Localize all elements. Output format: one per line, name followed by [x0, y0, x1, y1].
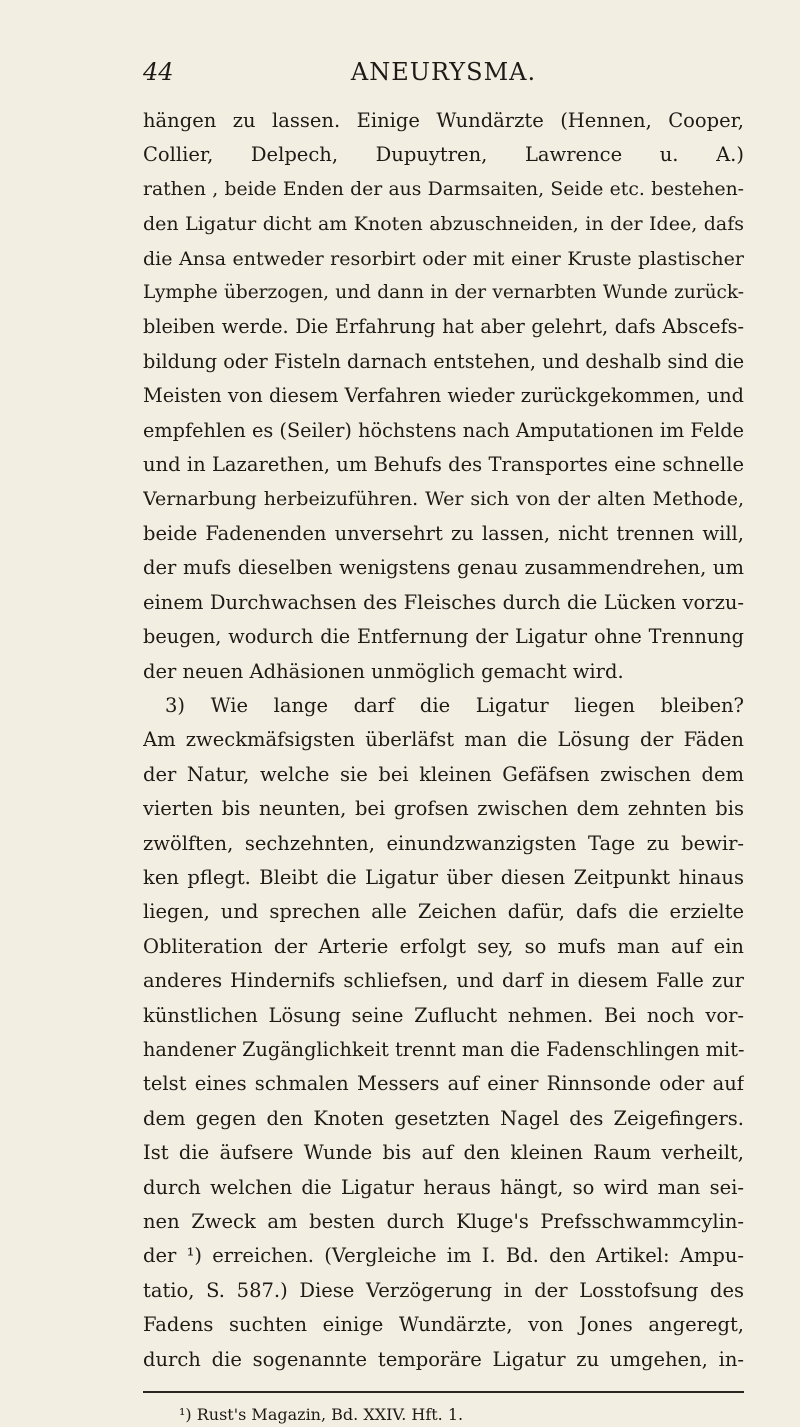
text-line: empfehlen es (Seiler) höchstens nach Amputationen im Felde — [143, 418, 744, 442]
section-heading-line: 3) Wie lange darf die Ligatur liegen bleiben? — [165, 693, 744, 717]
text-line: Lymphe überzogen, und dann in der vernarbten Wunde zurück- — [143, 282, 744, 304]
text-line: bildung oder Fisteln darnach entstehen, und deshalb sind die — [143, 349, 744, 373]
running-title: ANEURYSMA. — [350, 58, 537, 86]
text-line: telst eines schmalen Messers auf einer Rinnsonde oder auf — [143, 1072, 744, 1096]
text-line: ken pflegt. Bleibt die Ligatur über diesen Zeitpunkt hinaus — [143, 865, 744, 889]
text-line: nen Zweck am besten durch Kluge's Prefsschwammcylin- — [143, 1210, 744, 1233]
text-line: vierten bis neunten, bei grofsen zwischen dem zehnten bis — [143, 797, 744, 821]
text-line: anderes Hindernifs schliefsen, und darf in diesem Falle zur — [143, 969, 744, 993]
text-line: tatio, S. 587.) Diese Verzögerung in der Losstofsung des — [143, 1278, 744, 1302]
text-line: der ¹) erreichen. (Vergleiche im I. Bd. den Artikel: Ampu- — [143, 1244, 744, 1268]
footnote-divider — [143, 1391, 744, 1393]
text-line: beugen, wodurch die Entfernung der Ligatur ohne Trennung — [143, 625, 744, 649]
text-line: Collier, Delpech, Dupuytren, Lawrence u. A.) — [143, 143, 744, 167]
text-line: einem Durchwachsen des Fleisches durch die Lücken vorzu- — [143, 590, 744, 614]
text-line: durch welchen die Ligatur heraus hängt, so wird man sei- — [143, 1175, 744, 1199]
text-line: Meisten von diesem Verfahren wieder zurückgekommen, und — [143, 384, 744, 408]
text-line: durch die sogenannte temporäre Ligatur zu umgehen, in- — [143, 1347, 744, 1371]
text-line: Vernarbung herbeizuführen. Wer sich von der alten Methode, — [143, 488, 744, 511]
text-line: beide Fadenenden unversehrt zu lassen, nicht trennen will, — [143, 521, 744, 545]
text-line: Fadens suchten einige Wundärzte, von Jones angeregt, — [143, 1313, 744, 1337]
body-text — [143, 104, 744, 1377]
text-line: Obliteration der Arterie erfolgt sey, so mufs man auf ein — [143, 934, 744, 958]
text-line: der neuen Adhäsionen unmöglich gemacht wird. — [143, 659, 624, 683]
footnote: ¹) Rust's Magazin, Bd. XXIV. Hft. 1. — [179, 1405, 464, 1425]
text-line: rathen , beide Enden der aus Darmsaiten, Seide etc. bestehen- — [143, 178, 744, 200]
text-line: die Ansa entweder resorbirt oder mit einer Kruste plastischer — [143, 247, 744, 270]
text-line: zwölften, sechzehnten, einundzwanzigsten Tage zu bewir- — [143, 831, 744, 855]
text-line: dem gegen den Knoten gesetzten Nagel des Zeigefingers. — [143, 1106, 744, 1130]
page-number: 44 — [143, 58, 174, 86]
text-line: Am zweckmäfsigsten überläfst man die Lösung der Fäden — [143, 728, 744, 752]
text-line: und in Lazarethen, um Behufs des Transportes eine schnelle — [143, 453, 744, 477]
text-line: hängen zu lassen. Einige Wundärzte (Hennen, Cooper, — [143, 109, 744, 132]
text-line: handener Zugänglichkeit trennt man die Fadenschlingen mit- — [143, 1037, 744, 1061]
text-line: Ist die äufsere Wunde bis auf den kleinen Raum verheilt, — [143, 1141, 744, 1165]
text-line: der mufs dieselben wenigstens genau zusammendrehen, um — [143, 556, 744, 580]
running-head — [143, 58, 744, 98]
text-line: bleiben werde. Die Erfahrung hat aber gelehrt, dafs Abscefs- — [143, 315, 744, 339]
text-line: der Natur, welche sie bei kleinen Gefäfsen zwischen dem — [143, 762, 744, 786]
text-line: liegen, und sprechen alle Zeichen dafür, dafs die erzielte — [143, 900, 744, 924]
text-line: den Ligatur dicht am Knoten abzuschneiden, in der Idee, dafs — [143, 213, 744, 236]
text-line: künstlichen Lösung seine Zuflucht nehmen. Bei noch vor- — [143, 1003, 744, 1027]
